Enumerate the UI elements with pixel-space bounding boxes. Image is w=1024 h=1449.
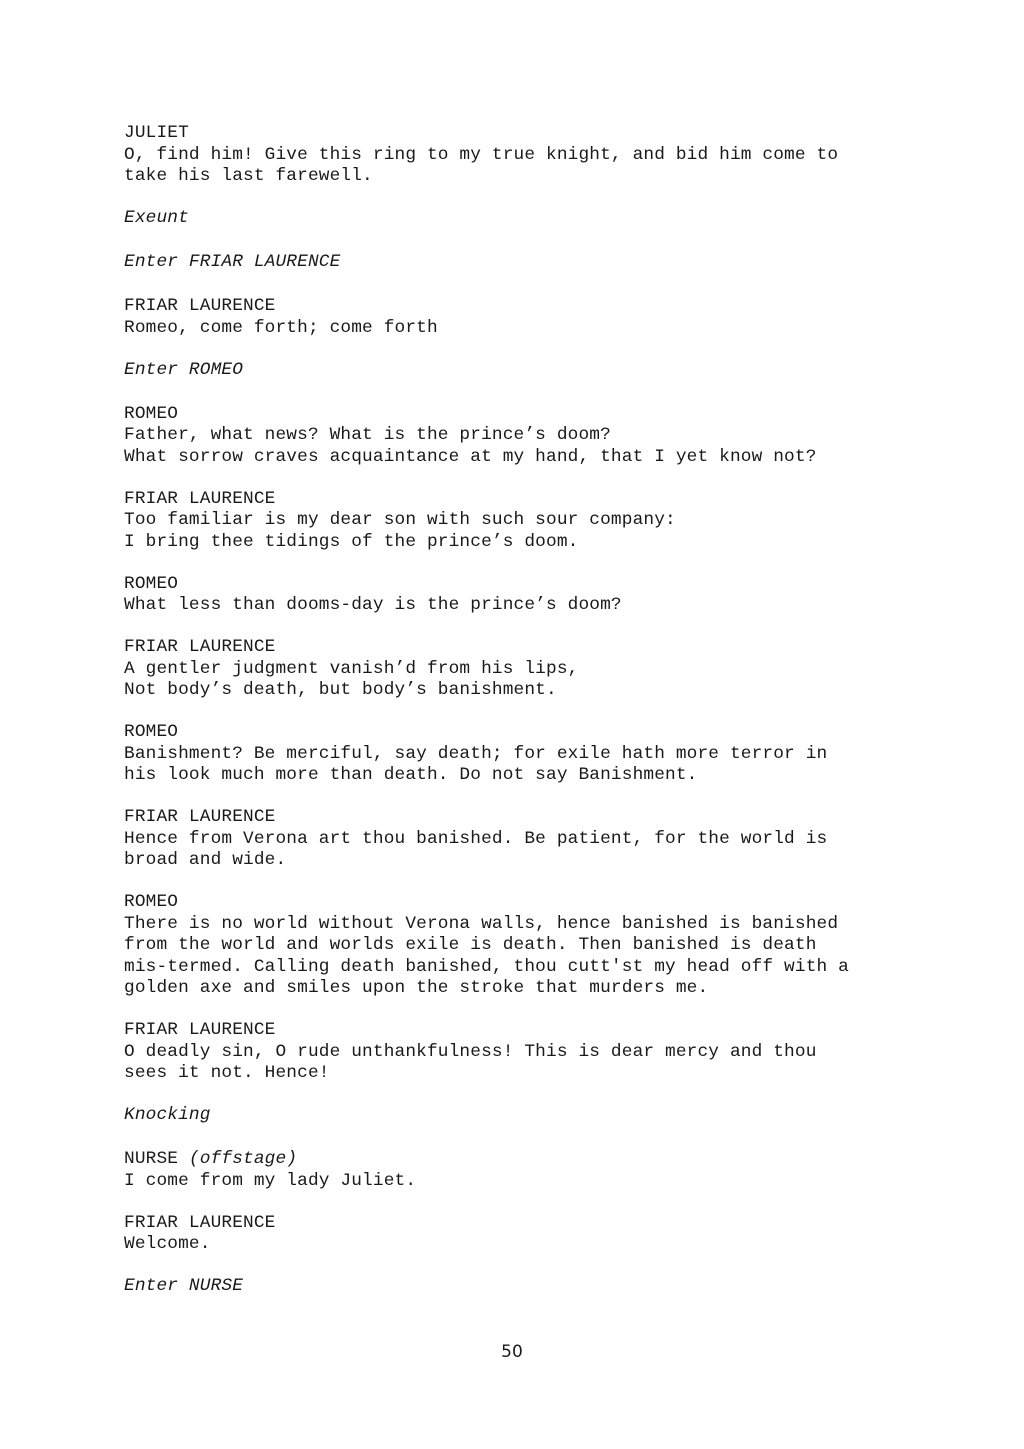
dialogue-block <box>124 722 914 787</box>
dialogue-block <box>124 296 914 339</box>
dialogue-block <box>124 574 914 617</box>
dialogue-line: I come from my lady Juliet. <box>124 1170 417 1191</box>
dialogue-block <box>124 807 914 872</box>
dialogue-line: Hence from Verona art thou banished. Be patient, for the world is <box>124 828 828 849</box>
speaker-name: ROMEO <box>124 722 179 742</box>
speaker-name: ROMEO <box>124 403 179 424</box>
stage-direction: Enter FRIAR LAURENCE <box>124 252 341 272</box>
dialogue-line: Welcome. <box>124 1234 211 1254</box>
dialogue-line: O, find him! Give this ring to my true knight, and bid him come to <box>124 144 839 165</box>
dialogue-line: take his last farewell. <box>124 166 373 186</box>
speaker-name: FRIAR LAURENCE <box>124 1212 276 1233</box>
dialogue-block <box>124 489 914 554</box>
dialogue-line: Romeo, come forth; come forth <box>124 317 438 338</box>
dialogue-line: Father, what news? What is the prince’s doom? <box>124 425 611 445</box>
dialogue-line: his look much more than death. Do not say Banishment. <box>124 765 698 785</box>
stage-direction: Knocking <box>124 1105 211 1125</box>
speaker-name: FRIAR LAURENCE <box>124 488 276 509</box>
dialogue-block <box>124 892 914 1000</box>
dialogue-block <box>124 1213 914 1256</box>
dialogue-line: sees it not. Hence! <box>124 1063 330 1083</box>
dialogue-line: O deadly sin, O rude unthankfulness! This is dear mercy and thou <box>124 1041 817 1062</box>
dialogue-line: mis-termed. Calling death banished, thou cutt'st my head off with a <box>124 956 849 977</box>
dialogue-line: Too familiar is my dear son with such sour company: <box>124 510 676 530</box>
dialogue-line: Not body’s death, but body’s banishment. <box>124 680 557 700</box>
dialogue-line: from the world and worlds exile is death. Then banished is death <box>124 935 817 955</box>
stage-direction: Enter NURSE <box>124 1276 244 1296</box>
speaker-name: FRIAR LAURENCE <box>124 637 276 657</box>
dialogue-block <box>124 123 914 188</box>
speaker-name: FRIAR LAURENCE <box>124 296 276 316</box>
speaker-name: ROMEO <box>124 892 179 912</box>
speaker-name: FRIAR LAURENCE <box>124 1020 276 1040</box>
dialogue-line: What sorrow craves acquaintance at my hand, that I yet know not? <box>124 446 817 467</box>
speaker-name: NURSE <box>124 1149 179 1169</box>
dialogue-block <box>124 637 914 702</box>
dialogue-block <box>124 1020 914 1085</box>
speaker-name: FRIAR LAURENCE <box>124 807 276 827</box>
dialogue-line: broad and wide. <box>124 850 287 870</box>
dialogue-line: A gentler judgment vanish’d from his lips, <box>124 658 579 679</box>
stage-direction: Enter ROMEO <box>124 359 244 380</box>
speaker-name: JULIET <box>124 123 189 143</box>
dialogue-line: What less than dooms-day is the prince’s doom? <box>124 595 622 615</box>
stage-direction: Exeunt <box>124 208 189 228</box>
dialogue-line: golden axe and smiles upon the stroke that murders me. <box>124 978 709 998</box>
dialogue-line: Banishment? Be merciful, say death; for exile hath more terror in <box>124 743 828 764</box>
dialogue-line: There is no world without Verona walls, hence banished is banished <box>124 913 839 934</box>
speaker-line <box>124 1149 914 1171</box>
speaker-aside: (offstage) <box>188 1149 298 1169</box>
speaker-name: ROMEO <box>124 573 179 594</box>
script-text <box>124 123 914 1320</box>
dialogue-block <box>124 1149 914 1192</box>
page-number: 50 <box>501 1342 523 1362</box>
dialogue-line: I bring thee tidings of the prince’s doom. <box>124 531 579 552</box>
dialogue-block <box>124 404 914 469</box>
